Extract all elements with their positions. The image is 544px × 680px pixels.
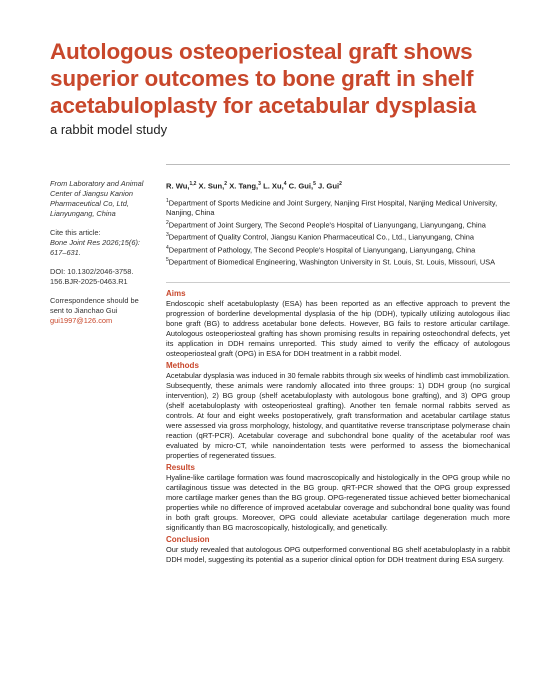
cite-label: Cite this article: bbox=[50, 228, 101, 237]
institution-note: From Laboratory and Animal Center of Jiangsu Kanion Pharmaceutical Co, Ltd, Lianyungang, China bbox=[50, 179, 144, 218]
doi-text: DOI: 10.1302/2046-3758. 156.BJR-2025-0463.R1 bbox=[50, 267, 134, 286]
methods-heading: Methods bbox=[166, 360, 199, 370]
article-sidebar bbox=[50, 179, 150, 335]
affiliation-5: $^5$Department of Biomedical Engineering, Washington University in St. Louis, St. Louis, Missouri, USA bbox=[166, 257, 496, 267]
article-main bbox=[166, 179, 510, 567]
methods-text: Acetabular dysplasia was induced in 30 female rabbits through six weeks of hindlimb cast immobilization. Subsequently, these animals were randomly allocated into three groups: 1) DDH group (no surgical intervention), 2) BG group (shelf acetabuloplasty with autologous bone grafting), and 3) OPG group (shelf acetabuloplasty with osteoperiosteal grafting). Another ten female normal rabbits served as controls. At four and eight weeks postoperatively, graft transformation and acetabular cartilage status were assessed via gross morphology, histology, and quantitative reverse transcriptase polymerase chain reaction (qRT-PCR). Acetabular coverage and subchondral bone quality of the acetabular roof was evaluated by micro-CT, while nanoindentation tests were performed to assess the biomechanical properties of regenerated tissues. bbox=[166, 370, 510, 460]
results-heading: Results bbox=[166, 462, 195, 472]
article-title: Autologous osteoperiosteal graft shows superior outcomes to bone graft in shelf acetabuloplasty for acetabular dysplasia bbox=[50, 39, 476, 118]
header-divider bbox=[166, 164, 510, 165]
conclusion-heading: Conclusion bbox=[166, 534, 210, 544]
affiliation-1: $^1$Department of Sports Medicine and Joint Surgery, Nanjing First Hospital, Nanjing Medical University, Nanjing, China bbox=[166, 197, 498, 217]
article-subtitle: a rabbit model study bbox=[50, 122, 168, 137]
results-text: Hyaline-like cartilage formation was found macroscopically and histologically in the OPG group while no cartilaginous tissue was detected in the BG group. qRT-PCR showed that the OPG group expressed more cartilage marker genes than the BG group. OPG-regenerated tissue achieved better biomechanical properties while no difference of improved acetabular coverage and subchondral bone quality was found in both graft groups. Moreover, OPG could alleviate acetabular cartilage degeneration much more significantly than BG macroscopically, histologically, and genetically. bbox=[166, 472, 510, 532]
abstract-divider bbox=[166, 282, 510, 283]
email-link[interactable]: gui1997@126.com bbox=[50, 316, 113, 325]
aims-heading: Aims bbox=[166, 288, 186, 298]
citation-block bbox=[50, 228, 150, 258]
conclusion-text: Our study revealed that autologous OPG outperformed conventional BG shelf acetabuloplasty in a rabbit DDH model, suggesting its potential as a superior clinical option for DDH treatment during ESA surgery. bbox=[166, 544, 510, 564]
citation-text: Bone Joint Res 2026;15(6): 617–631. bbox=[50, 238, 140, 257]
affiliation-4: $^4$Department of Pathology, The Second People's Hospital of Lianyungang, Lianyungang, China bbox=[166, 244, 476, 255]
affiliation-3: $^3$Department of Quality Control, Jiangsu Kanion Pharmaceutical Co., Ltd., Lianyungang, China bbox=[166, 232, 475, 242]
correspondence-text: Correspondence should be sent to Jianchao Gui bbox=[50, 296, 139, 315]
correspondence-block bbox=[50, 296, 150, 326]
aims-text: Endoscopic shelf acetabuloplasty (ESA) has been reported as an effective approach to prevent the progression of borderline developmental dysplasia of the hip (DDH), typically utilizing autologous iliac bone graft (BG) to address acetabular bone defects. However, BG fails to restore articular cartilage. Autologous osteoperiosteal grafting has shown promising results in repairing osteochondral defects, yet its application in DDH remains unreported. This study aimed to verify the efficacy of autologous osteoperiosteal graft (OPG) in ESA for DDH treatment in a rabbit model. bbox=[166, 298, 510, 358]
affiliation-2: $^2$Department of Joint Surgery, The Second People's Hospital of Lianyungang, Lianyungang, China bbox=[166, 220, 486, 230]
author-list: R. Wu,$^{1,2}$ X. Sun,$^2$ X. Tang,$^3$ L. Xu,$^4$ C. Gui,$^5$ J. Gui$^2$ bbox=[166, 181, 342, 191]
